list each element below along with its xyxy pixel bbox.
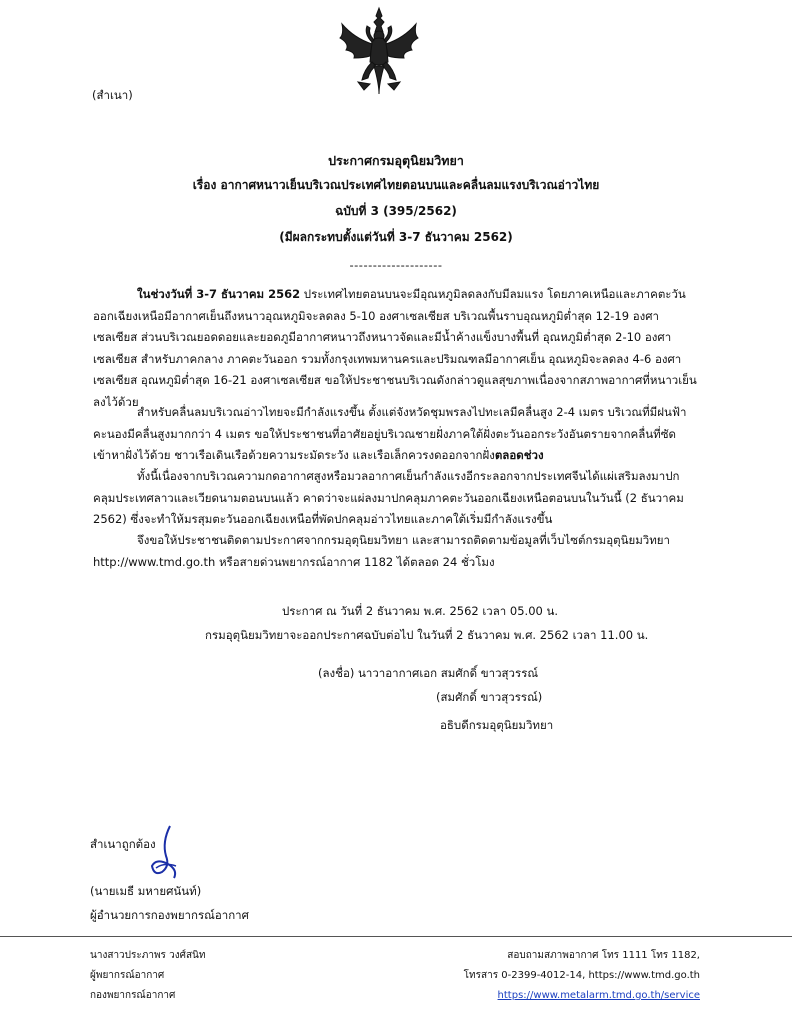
next-issue-note: กรมอุตุนิยมวิทยาจะออกประกาศฉบับต่อไป ในวันที่ 2 ธันวาคม พ.ศ. 2562 เวลา 11.00 น. [205, 628, 649, 642]
footer-division: กองพยากรณ์อากาศ [90, 990, 176, 1001]
effective-period: (มีผลกระทบตั้งแต่วันที่ 3-7 ธันวาคม 2562) [279, 230, 513, 244]
handwritten-signature-icon [140, 822, 190, 884]
paragraph-3 [93, 466, 701, 531]
footer-forecaster-name: นางสาวประภาพร วงศ์สนิท [90, 950, 206, 961]
paragraph-2-text: สำหรับคลื่นลมบริเวณอ่าวไทยจะมีกำลังแรงขึ้น ตั้งแต่จังหวัดชุมพรลงไปทะเลมีคลื่นสูง 2-4 เมตร บริเวณที่มีฝนฟ้าคะนองมีคลื่นสูงมากกว่า 4 เมตร ขอให้ประชาชนที่อาศัยอยู่บริเวณชายฝั่งภาคใต้ฝั่งตะวันออกระวังอันตรายจากคลื่นที่ซัดเข้าหาฝั่งไว้ด้วย ชาวเรือเดินเรือด้วยความระมัดระวัง และเรือเล็กควรงดออกจากฝั่ง [93, 405, 687, 462]
throughout-emphasis: ตลอดช่วง [494, 448, 544, 462]
certifier-position: ผู้อำนวยการกองพยากรณ์อากาศ [90, 908, 249, 922]
signatory-name: (สมศักดิ์ ขาวสุวรรณ์) [436, 690, 543, 704]
footer-divider [0, 936, 792, 937]
announcement-date: ประกาศ ณ วันที่ 2 ธันวาคม พ.ศ. 2562 เวลา 05.00 น. [282, 604, 559, 618]
certified-copy-label: สำเนาถูกต้อง [90, 837, 156, 851]
document-title: ประกาศกรมอุตุนิยมวิทยา [328, 153, 464, 168]
footer-fax-website: โทรสาร 0-2399-4012-14, https://www.tmd.go.th [463, 970, 700, 981]
separator-line: -------------------- [349, 258, 443, 272]
signatory-position: อธิบดีกรมอุตุนิยมวิทยา [440, 718, 554, 732]
paragraph-4 [93, 530, 701, 573]
paragraph-3-text: ทั้งนี้เนื่องจากบริเวณความกดอากาศสูงหรือมวลอากาศเย็นกำลังแรงอีกระลอกจากประเทศจีนได้แผ่เสริมลงมาปกคลุมประเทศลาวและเวียดนามตอนบนแล้ว คาดว่าจะแผ่ลงมาปกคลุมภาคตะวันออกเฉียงเหนือตอนบนในวันนี้ (2 ธันวาคม 2562) ซึ่งจะทำให้มรสุมตะวันออกเฉียงเหนือที่พัดปกคลุมอ่าวไทยและภาคใต้เริ่มมีกำลังแรงขึ้น [93, 469, 684, 526]
document-subject: เรื่อง อากาศหนาวเย็นบริเวณประเทศไทยตอนบนและคลื่นลมแรงบริเวณอ่าวไทย [192, 178, 600, 192]
paragraph-4-text: จึงขอให้ประชาชนติดตามประกาศจากกรมอุตุนิยมวิทยา และสามารถติดตามข้อมูลที่เว็บไซต์กรมอุตุนิยมวิทยา http://www.tmd.go.th หรือสายด่วนพยากรณ์อากาศ 1182 ได้ตลอด 24 ชั่วโมง [93, 533, 671, 569]
issue-number: ฉบับที่ 3 (395/2562) [335, 204, 457, 218]
footer-forecaster-title: ผู้พยากรณ์อากาศ [90, 970, 165, 981]
copy-mark: (สำเนา) [92, 88, 133, 102]
certifier-name: (นายเมธี มหายศนันท์) [90, 884, 202, 898]
footer-hotline: สอบถามสภาพอากาศ โทร 1111 โทร 1182, [507, 950, 700, 961]
date-range-emphasis: ในช่วงวันที่ 3-7 ธันวาคม 2562 [137, 287, 301, 301]
signatory-line: (ลงชื่อ) นาวาอากาศเอก สมศักดิ์ ขาวสุวรรณ์ [318, 666, 539, 680]
paragraph-1 [93, 284, 701, 413]
footer-service-link[interactable]: https://www.metalarm.tmd.go.th/service [497, 990, 700, 1001]
paragraph-1-text: ประเทศไทยตอนบนจะมีอุณหภูมิลดลงกับมีลมแรง โดยภาคเหนือและภาคตะวันออกเฉียงเหนือมีอากาศเย็นถึงหนาวอุณหภูมิจะลดลง 5-10 องศาเซลเซียส บริเวณพื้นราบอุณหภูมิต่ำสุด 12-19 องศาเซลเซียส ส่วนบริเวณยอดดอยและยอดภูมีอากาศหนาวถึงหนาวจัดและมีน้ำค้างแข็งบางพื้นที่ อุณหภูมิต่ำสุด 2-10 องศาเซลเซียส สำหรับภาคกลาง ภาคตะวันออก รวมทั้งกรุงเทพมหานครและปริมณฑลมีอากาศเย็น อุณหภูมิจะลดลง 4-6 องศาเซลเซียส อุณหภูมิต่ำสุด 16-21 องศาเซลเซียส ขอให้ประชาชนบริเวณดังกล่าวดูแลสุขภาพเนื่องจากสภาพอากาศที่หนาวเย็นลงไว้ด้วย [93, 287, 697, 409]
garuda-emblem-icon [334, 4, 424, 96]
paragraph-2 [93, 402, 701, 467]
